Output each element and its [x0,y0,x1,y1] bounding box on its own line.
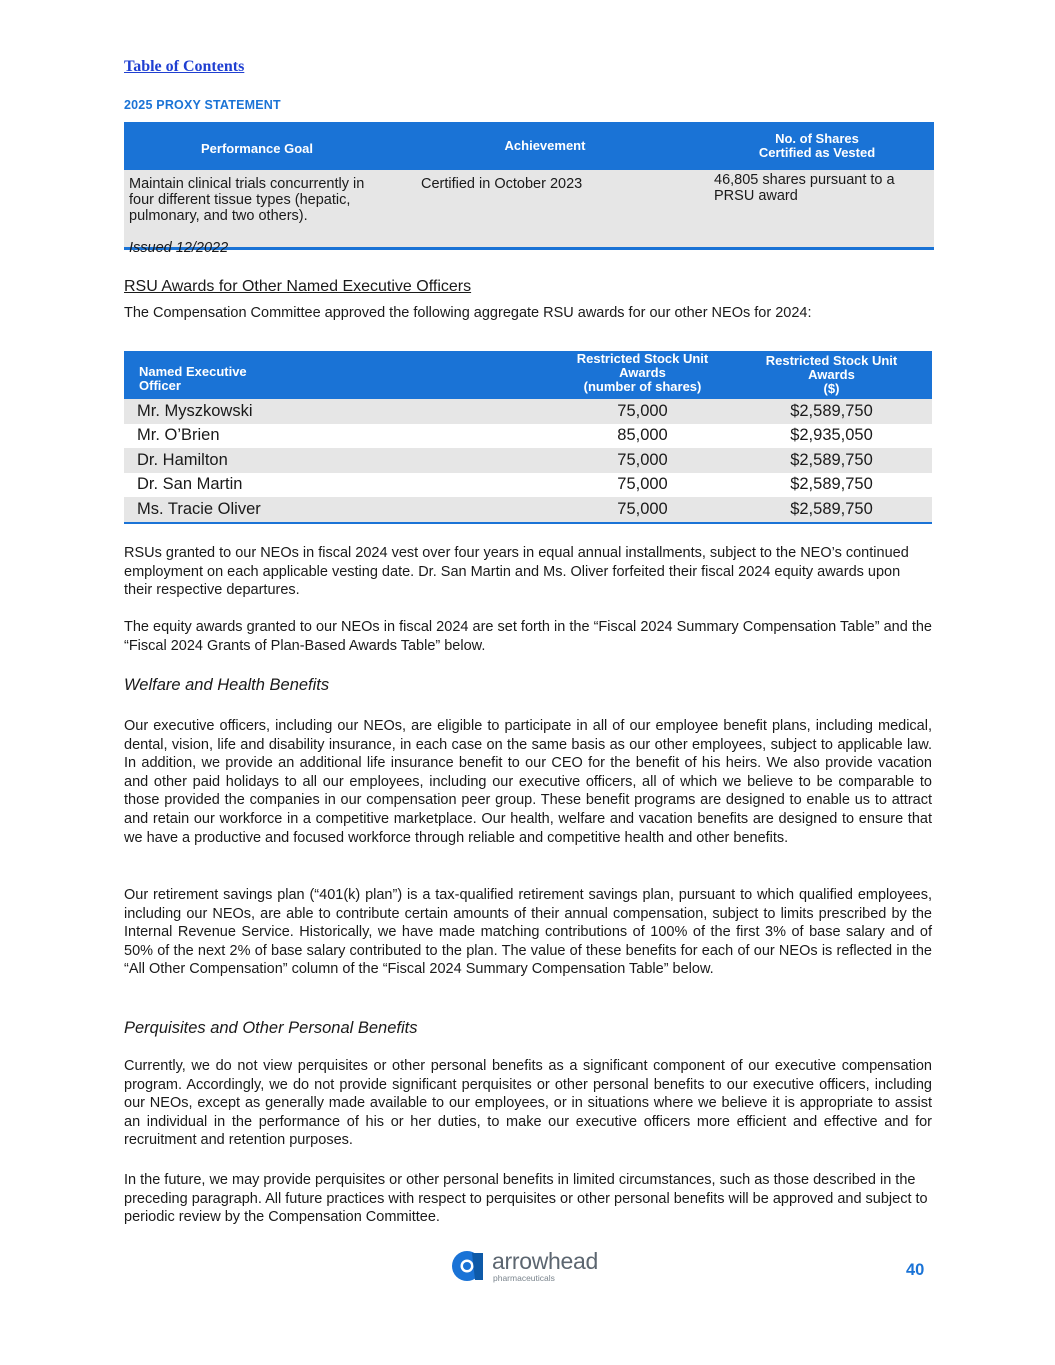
rsu-value: $2,935,050 [790,426,873,445]
header-shares-line1: No. of Shares [775,131,859,146]
header-shares-vested [700,122,934,170]
header-rsu-shares-line2: Awards [619,365,666,380]
rsu-section-heading: RSU Awards for Other Named Executive Officers [124,278,472,295]
performance-table-header [124,122,934,170]
logo-wordmark: arrowhead [492,1247,598,1274]
table-row [124,448,932,473]
rsu-value: $2,589,750 [790,401,873,420]
goal-text: Maintain clinical trials concurrently in four different tissue types (hepatic, pulmonary, and two others). [129,176,365,224]
rsu-value: $2,589,750 [790,450,873,469]
shares-cell: 46,805 shares pursuant to a PRSU award [714,172,895,204]
table-row [124,497,932,522]
rsu-shares: 75,000 [617,499,668,518]
arrowhead-logo-icon [452,1249,486,1283]
header-rsu-value-line2: Awards [808,367,855,382]
table-of-contents-link[interactable]: Table of Contents [124,58,245,75]
proxy-statement-label: 2025 PROXY STATEMENT [124,98,281,112]
issued-date: Issued 12/2022 [129,240,229,256]
header-rsu-value-line1: Restricted Stock Unit [765,353,898,368]
rsu-table-header [124,351,932,399]
arrowhead-logo [452,1249,598,1283]
table-row [124,424,932,449]
welfare-paragraph: Our executive officers, including our NEOs, are eligible to participate in all of our employee benefit plans, including medical, dental, vision, life and disability insurance, in each case on the same basis as our other employees, subject to applicable law. In addition, we provide an additional life insurance benefit to our CEO for the benefit of his heirs. We also provide vacation and other paid holidays to all our employees, including our executive officers, all of which we believe to be comparable to those provided the companies in our compensation peer group. These benefit programs are designed to enable us to attract and retain our workforce in a competitive marketplace. Our health, welfare and vacation benefits are designed to ensure that we have a productive and focused workforce through reliable and competitive health and other benefits. [124,718,932,846]
perquisites-paragraph-1: Currently, we do not view perquisites or other personal benefits as a significant component of our executive compensation program. Accordingly, we do not provide significant perquisites or other personal benefits to our executive officers, including our NEOs, except as generally made available to our employees, or in situations where we believe it is appropriate to assist an individual in the performance of his or her duties, to make our executive officers more efficient and effective and for recruitment and retention purposes. [124,1058,932,1149]
rsu-shares: 75,000 [617,475,668,494]
rsu-shares: 75,000 [617,450,668,469]
header-rsu-value [731,351,932,399]
header-rsu-shares-line1: Restricted Stock Unit [576,351,709,366]
goal-cell [124,170,393,256]
officer-name: Dr. San Martin [137,475,243,494]
officer-name: Dr. Hamilton [137,450,228,469]
rsu-value: $2,589,750 [790,475,873,494]
header-rsu-shares-line3: (number of shares) [583,379,702,394]
table-row [124,399,932,424]
header-rsu-shares [554,351,731,399]
retirement-paragraph: Our retirement savings plan (“401(k) plan”) is a tax-qualified retirement savings plan, pursuant to which qualified employees, including our NEOs, are able to contribute certain amounts of their annual compensation, subject to limits prescribed by the Internal Revenue Service. Historically, we have made matching contributions of 100% of the first 3% of base salary and of 50% of the next 2% of base salary contributed to the plan. The value of these benefits for each of our NEOs is reflected in the “All Other Compensation” column of the “Fiscal 2024 Summary Compensation Table” below. [124,887,932,978]
table-row [124,473,932,498]
header-shares-line2: Certified as Vested [758,145,876,160]
rsu-awards-table [124,351,932,524]
rsu-intro-text: The Compensation Committee approved the following aggregate RSU awards for our other NEOs for 2024: [124,305,812,321]
rsu-value: $2,589,750 [790,499,873,518]
rsu-shares: 85,000 [617,426,668,445]
welfare-heading: Welfare and Health Benefits [124,676,330,694]
page-number: 40 [906,1261,925,1279]
header-officer-line1: Named Executive [139,364,247,379]
perquisites-paragraph-2: In the future, we may provide perquisites or other personal benefits in limited circumstances, such as those described in the preceding paragraph. All future practices with respect to perquisites or other personal benefits will be approved and subject to periodic review by the Compensation Committee. [124,1172,928,1226]
officer-name: Ms. Tracie Oliver [137,499,261,518]
header-officer [124,351,554,399]
perquisites-heading: Perquisites and Other Personal Benefits [124,1019,418,1037]
vesting-paragraph: RSUs granted to our NEOs in fiscal 2024 vest over four years in equal annual installments, subject to the NEO’s continued employment on each applicable vesting date. Dr. San Martin and Ms. Oliver forfeited their fiscal 2024 equity awards upon their respective departures. [124,545,909,599]
performance-goal-table [124,122,934,256]
header-rsu-value-line3: ($) [823,381,840,396]
achievement-cell: Certified in October 2023 [421,176,583,192]
equity-awards-paragraph: The equity awards granted to our NEOs in fiscal 2024 are set forth in the “Fiscal 2024 Summary Compensation Table” and the “Fiscal 2024 Grants of Plan-Based Awards Table” below. [124,619,932,654]
header-performance-goal: Performance Goal [201,141,313,156]
rsu-shares: 75,000 [617,401,668,420]
officer-name: Mr. Myszkowski [137,401,253,420]
logo-subtitle: pharmaceuticals [493,1272,555,1283]
table-row [124,170,934,256]
header-achievement: Achievement [504,138,586,153]
header-officer-line2: Officer [139,378,181,393]
officer-name: Mr. O’Brien [137,426,220,445]
